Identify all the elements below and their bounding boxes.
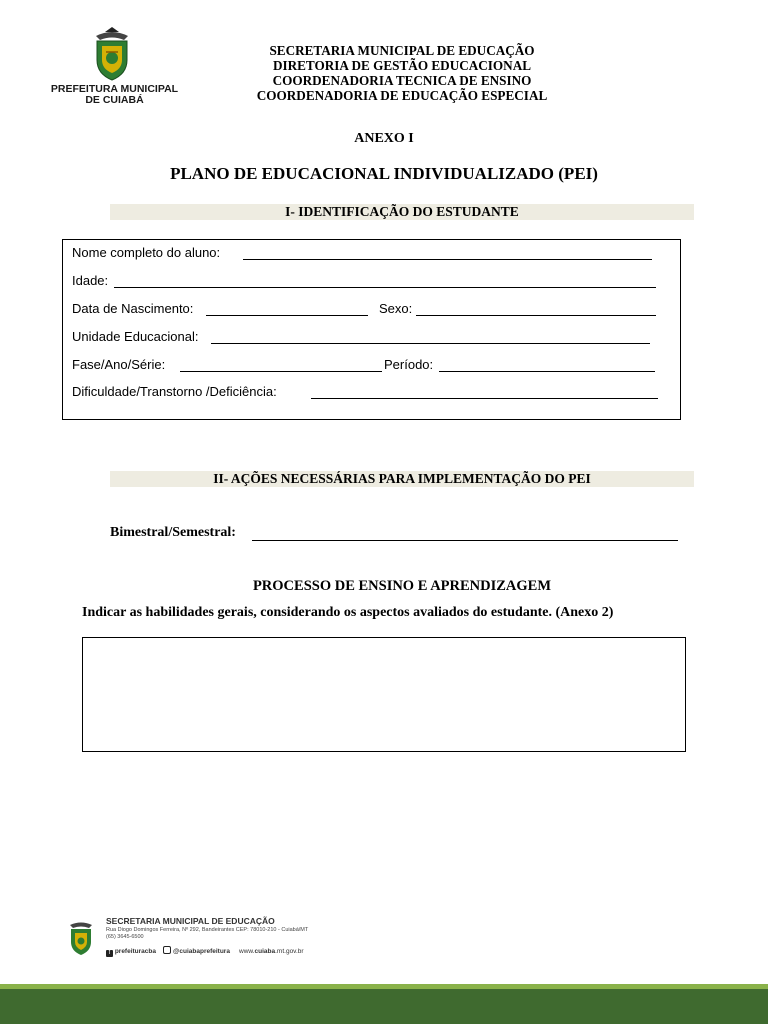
footer-contact bbox=[106, 916, 426, 957]
footer-title: SECRETARIA MUNICIPAL DE EDUCAÇÃO bbox=[106, 916, 275, 926]
footer-website[interactable]: www.cuiaba.mt.gov.br bbox=[239, 948, 304, 955]
period-input-line[interactable] bbox=[439, 371, 655, 372]
logo-name-line2: DE CUIABÁ bbox=[85, 94, 144, 106]
age-label: Idade: bbox=[72, 273, 109, 288]
header-line: COORDENADORIA DE EDUCAÇÃO ESPECIAL bbox=[256, 88, 548, 103]
sex-label: Sexo: bbox=[379, 301, 413, 316]
process-title: PROCESSO DE ENSINO E APRENDIZAGEM bbox=[252, 578, 552, 594]
instruction-text: Indicar as habilidades gerais, considerando os aspectos avaliados do estudante. (Anexo 2) bbox=[82, 605, 614, 620]
sex-input-line[interactable] bbox=[416, 315, 656, 316]
skills-answer-box[interactable] bbox=[82, 637, 686, 752]
difficulty-label: Dificuldade/Transtorno /Deficiência: bbox=[72, 384, 277, 399]
phase-label: Fase/Ano/Série: bbox=[72, 357, 166, 372]
field-row-difficulty bbox=[72, 384, 662, 402]
footer-social bbox=[106, 946, 426, 957]
city-logo bbox=[42, 26, 187, 108]
footer-stripe-dark bbox=[0, 989, 768, 1024]
name-input-line[interactable] bbox=[243, 259, 652, 260]
instagram-icon bbox=[163, 946, 171, 954]
field-row-birth-sex bbox=[72, 301, 662, 319]
coat-of-arms-icon bbox=[88, 26, 136, 82]
age-input-line[interactable] bbox=[114, 287, 656, 288]
document-title: PLANO DE EDUCACIONAL INDIVIDUALIZADO (PEI) bbox=[170, 164, 598, 183]
unit-label: Unidade Educacional: bbox=[72, 329, 199, 344]
field-row-name bbox=[72, 245, 662, 263]
logo-name-line1: PREFEITURA MUNICIPAL bbox=[50, 83, 179, 95]
footer-phone: (65) 3645-6500 bbox=[106, 934, 144, 940]
bimestral-label: Bimestral/Semestral: bbox=[110, 525, 236, 540]
field-row-unit bbox=[72, 329, 662, 347]
header-line: DIRETORIA DE GESTÃO EDUCACIONAL bbox=[272, 58, 532, 73]
period-label: Período: bbox=[384, 357, 434, 372]
section-actions-heading: II- AÇÕES NECESSÁRIAS PARA IMPLEMENTAÇÃO DO PEI bbox=[110, 471, 694, 487]
footer-facebook[interactable]: prefeituracba bbox=[114, 948, 156, 955]
difficulty-input-line[interactable] bbox=[311, 398, 658, 399]
footer-address: Rua Diogo Domingos Ferreira, Nº 292, Bandeirantes CEP: 78010-210 - Cuiabá/MT bbox=[106, 927, 309, 933]
name-label: Nome completo do aluno: bbox=[72, 245, 221, 260]
bimestral-input-line[interactable] bbox=[252, 540, 678, 541]
unit-input-line[interactable] bbox=[211, 343, 650, 344]
footer-coat-of-arms-icon bbox=[66, 919, 96, 957]
phase-input-line[interactable] bbox=[180, 371, 382, 372]
section-identification-heading: I- IDENTIFICAÇÃO DO ESTUDANTE bbox=[110, 204, 694, 220]
footer-instagram[interactable]: @cuiabaprefeitura bbox=[173, 948, 230, 955]
birth-label: Data de Nascimento: bbox=[72, 301, 194, 316]
header-lines bbox=[200, 43, 604, 103]
header-line: COORDENADORIA TECNICA DE ENSINO bbox=[272, 73, 532, 88]
header-line: SECRETARIA MUNICIPAL DE EDUCAÇÃO bbox=[269, 43, 535, 58]
field-row-age bbox=[72, 273, 662, 291]
field-row-phase-period bbox=[72, 357, 662, 375]
birth-input-line[interactable] bbox=[206, 315, 368, 316]
identification-box bbox=[62, 239, 681, 420]
annex-label: ANEXO I bbox=[354, 131, 414, 146]
facebook-icon: f bbox=[106, 950, 113, 957]
